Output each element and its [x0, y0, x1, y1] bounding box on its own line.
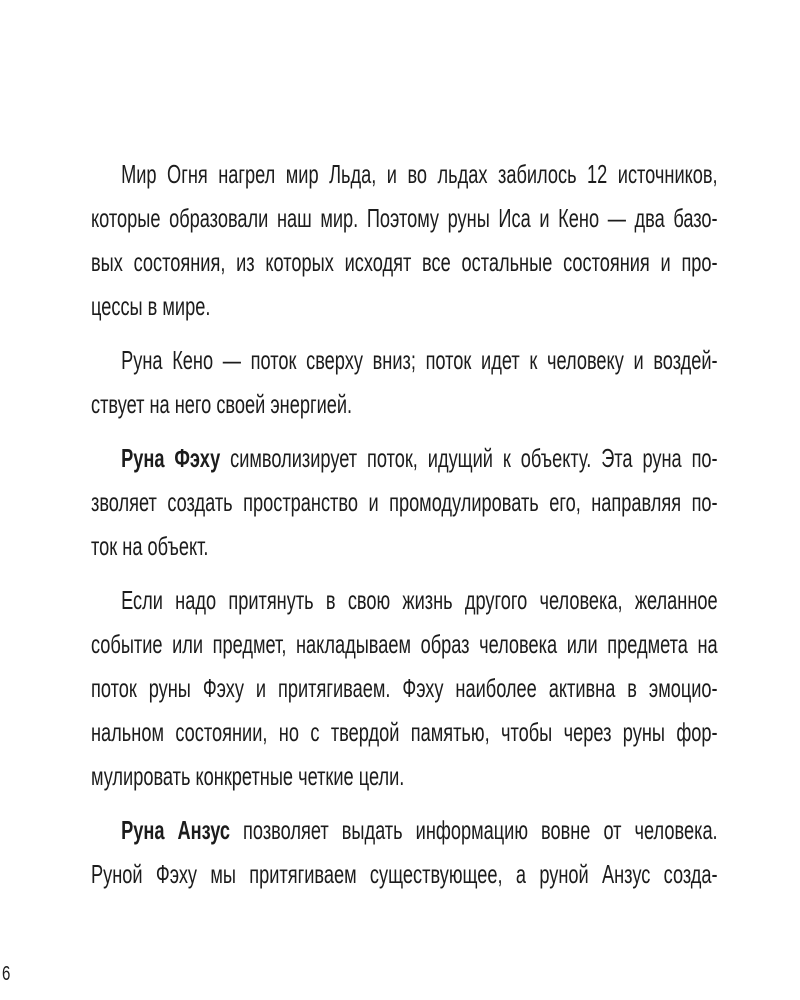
rune-term-fehu: Руна Фэху [121, 443, 221, 473]
text-fragment: символизирует поток, идущий к объекту. Эта руна по- [220, 443, 718, 473]
text-line [91, 808, 718, 852]
text-line: Руна Кено — поток сверху вниз; поток идет к человеку и воздей- [121, 345, 718, 375]
text-line: поток руны Фэху и притягиваем. Фэху наиболее активна в эмоцио- [91, 673, 718, 703]
paragraph-5 [91, 808, 717, 896]
body-text [91, 152, 717, 906]
text-line: которые образовали наш мир. Поэтому руны Иса и Кено — два базо- [91, 203, 718, 233]
text-line: мулировать конкретные четкие цели. [91, 761, 405, 791]
text-line: Мир Огня нагрел мир Льда, и во льдах забилось 12 источников, [121, 159, 718, 189]
text-line: нальном состоянии, но с твердой памятью, чтобы через руны фор- [91, 717, 718, 747]
page-number: 6 [2, 963, 11, 985]
text-line: цессы в мире. [91, 291, 211, 321]
paragraph-1 [91, 152, 717, 328]
text-line: ствует на него своей энергией. [91, 389, 353, 419]
text-line: Если надо притянуть в свою жизнь другого человека, желанное [121, 585, 718, 615]
paragraph-3 [91, 436, 717, 568]
rune-term-ansuz: Руна Анзус [121, 815, 231, 845]
text-line [91, 436, 718, 480]
paragraph-2 [91, 338, 717, 426]
text-line: ток на объект. [91, 531, 209, 561]
text-line: событие или предмет, накладываем образ человека или предмета на [91, 629, 718, 659]
text-line: зволяет создать пространство и промодулировать его, направляя по- [91, 487, 718, 517]
text-line: Руной Фэху мы притягиваем существующее, а руной Анзус созда- [91, 859, 718, 889]
paragraph-4 [91, 578, 717, 798]
text-line: вых состояния, из которых исходят все остальные состояния и про- [91, 247, 718, 277]
text-fragment: позволяет выдать информацию вовне от человека. [230, 815, 718, 845]
